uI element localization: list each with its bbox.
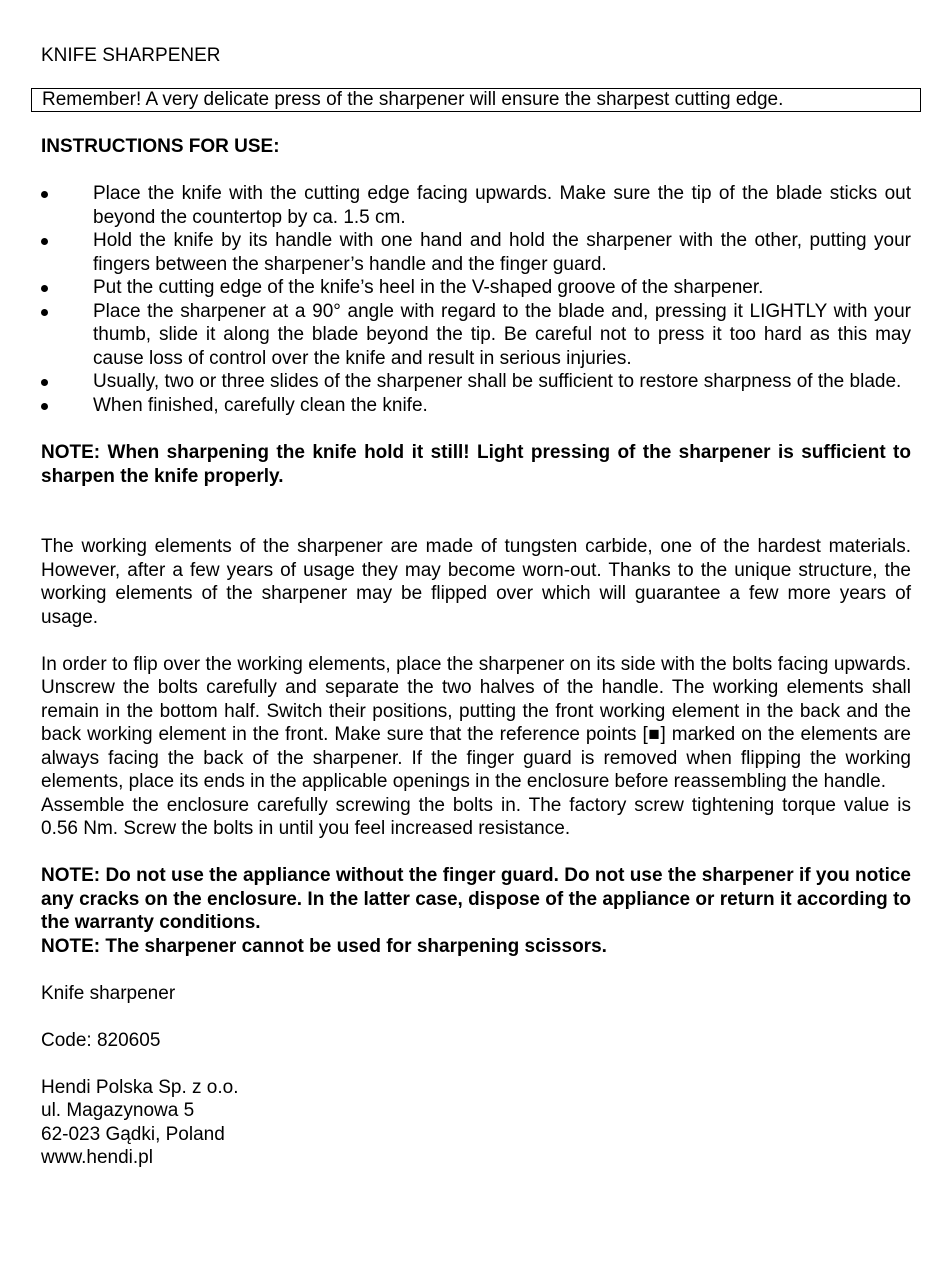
company-address	[41, 1076, 911, 1170]
paragraph-working-elements: The working elements of the sharpener are made of tungsten carbide, one of the hardest materials. However, after a few years of usage they may become worn-out. Thanks to the unique structure, the working elements of the sharpener may be flipped over which will guarantee a few more years of usage.	[41, 536, 911, 628]
company-website: www.hendi.pl	[41, 1147, 153, 1168]
list-item: Put the cutting edge of the knife’s heel in the V-shaped groove of the sharpener.	[41, 276, 911, 300]
instruction-steps-list	[41, 182, 911, 417]
bullet-icon	[41, 285, 48, 292]
list-item: Usually, two or three slides of the sharpener shall be sufficient to restore sharpness of the blade.	[41, 370, 911, 394]
paragraph-assemble: Assemble the enclosure carefully screwing the bolts in. The factory screw tightening torque value is 0.56 Nm. Screw the bolts in until you feel increased resistance.	[41, 794, 911, 839]
list-item: Place the knife with the cutting edge facing upwards. Make sure the tip of the blade sticks out beyond the countertop by ca. 1.5 cm.	[41, 182, 911, 229]
bullet-icon	[41, 309, 48, 316]
instructions-heading: INSTRUCTIONS FOR USE:	[41, 135, 280, 157]
company-city: 62-023 Gądki, Poland	[41, 1123, 225, 1145]
company-street: ul. Magazynowa 5	[41, 1100, 195, 1121]
bullet-icon	[41, 238, 48, 245]
company-name: Hendi Polska Sp. z o.o.	[41, 1076, 239, 1098]
bullet-icon	[41, 403, 48, 410]
document-title: KNIFE SHARPENER	[41, 45, 221, 66]
product-code: Code: 820605	[41, 1029, 161, 1051]
list-item: Hold the knife by its handle with one hand and hold the sharpener with the other, putting your fingers between the sharpener’s handle and the finger guard.	[41, 229, 911, 276]
paragraph-flip-instructions: In order to flip over the working elements, place the sharpener on its side with the bolts facing upwards. Unscrew the bolts carefully and separate the two halves of the handle. The working elements shall remain in the bottom half. Switch their positions, putting the front working element in the back and the back working element in the front. Make sure that the reference points [■] marked on the elements are always facing the back of the sharpener. If the finger guard is removed when flipping the working elements, place its ends in the applicable openings in the enclosure before reassembling the handle.	[41, 653, 911, 792]
bullet-icon	[41, 379, 48, 386]
list-item: When finished, carefully clean the knife.	[41, 394, 911, 418]
list-item: Place the sharpener at a 90° angle with regard to the blade and, pressing it LIGHTLY with your thumb, slide it along the blade beyond the tip. Be careful not to press it too hard as this may cause loss of control over the knife and result in serious injuries.	[41, 300, 911, 371]
note-sharpening: NOTE: When sharpening the knife hold it still! Light pressing of the sharpener is sufficient to sharpen the knife properly.	[41, 442, 911, 487]
note-finger-guard: NOTE: Do not use the appliance without the finger guard. Do not use the sharpener if you notice any cracks on the enclosure. In the latter case, dispose of the appliance or return it according to the warranty conditions.	[41, 865, 911, 933]
bullet-icon	[41, 191, 48, 198]
note-scissors: NOTE: The sharpener cannot be used for sharpening scissors.	[41, 935, 607, 957]
notice-box: Remember! A very delicate press of the sharpener will ensure the sharpest cutting edge.	[31, 88, 921, 112]
product-name: Knife sharpener	[41, 982, 176, 1004]
document-page	[41, 44, 911, 1170]
